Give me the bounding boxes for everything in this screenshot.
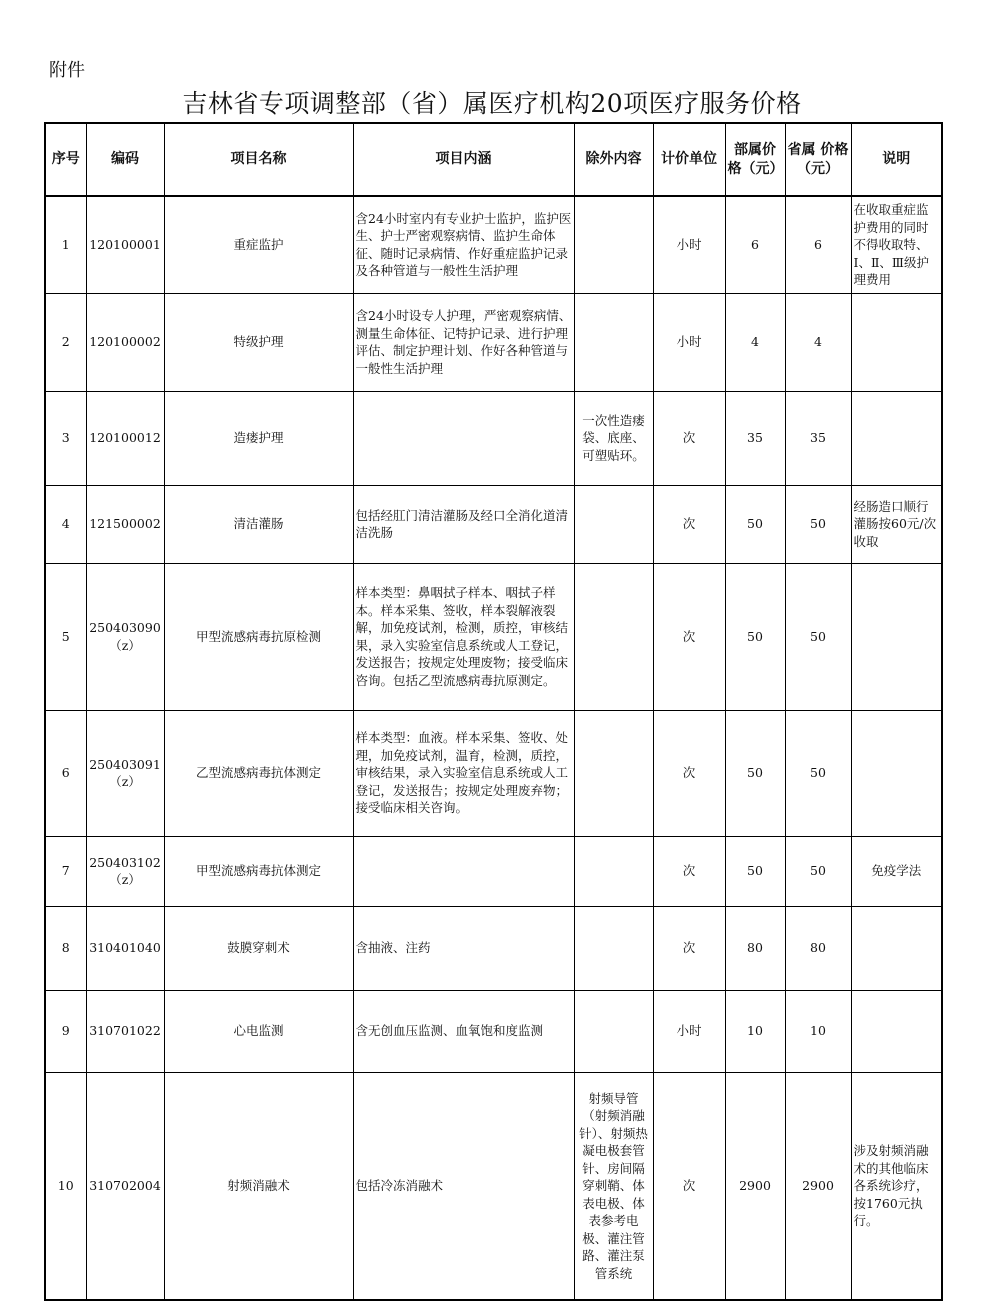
- cell-code: 250403090（z）: [86, 563, 164, 710]
- cell-note: 涉及射频消融术的其他临床各系统诊疗，按1760元执行。: [851, 1072, 942, 1300]
- cell-no: 5: [45, 563, 86, 710]
- column-header: 项目名称: [164, 123, 353, 196]
- cell-exclude: [574, 196, 653, 293]
- cell-name: 甲型流感病毒抗原检测: [164, 563, 353, 710]
- cell-name: 鼓膜穿刺术: [164, 906, 353, 990]
- cell-unit: 次: [653, 563, 725, 710]
- cell-unit: 小时: [653, 293, 725, 391]
- column-header: 说明: [851, 123, 942, 196]
- table-row: [45, 485, 942, 563]
- column-header: 编码: [86, 123, 164, 196]
- attachment-label: 附件: [49, 60, 85, 81]
- cell-price-province: 80: [785, 906, 851, 990]
- cell-code: 310701022: [86, 990, 164, 1072]
- cell-price-ministry: 80: [725, 906, 785, 990]
- cell-no: 10: [45, 1072, 86, 1300]
- cell-exclude: [574, 293, 653, 391]
- cell-note: 在收取重症监护费用的同时不得收取特、Ⅰ、Ⅱ、Ⅲ级护理费用: [851, 196, 942, 293]
- page-title: 吉林省专项调整部（省）属医疗机构20项医疗服务价格: [182, 89, 802, 118]
- table-row: [45, 293, 942, 391]
- cell-code: 250403102（z）: [86, 836, 164, 906]
- table-header-row: [45, 123, 942, 196]
- table-row: [45, 990, 942, 1072]
- cell-content: 含24小时设专人护理，严密观察病情、测量生命体征、记特护记录、进行护理评估、制定护理计划、作好各种管道与一般性生活护理: [353, 293, 574, 391]
- cell-content: [353, 391, 574, 485]
- cell-name: 清洁灌肠: [164, 485, 353, 563]
- cell-code: 121500002: [86, 485, 164, 563]
- cell-price-ministry: 35: [725, 391, 785, 485]
- cell-unit: 次: [653, 485, 725, 563]
- cell-content: 含24小时室内有专业护士监护，监护医生、护士严密观察病情、监护生命体征、随时记录病情、作好重症监护记录及各种管道与一般性生活护理: [353, 196, 574, 293]
- cell-price-ministry: 4: [725, 293, 785, 391]
- cell-price-province: 4: [785, 293, 851, 391]
- table-row: [45, 1072, 942, 1300]
- table-row: [45, 391, 942, 485]
- cell-exclude: [574, 485, 653, 563]
- table-row: [45, 836, 942, 906]
- cell-content: 包括经肛门清洁灌肠及经口全消化道清洁洗肠: [353, 485, 574, 563]
- cell-unit: 次: [653, 1072, 725, 1300]
- cell-name: 特级护理: [164, 293, 353, 391]
- cell-note: [851, 391, 942, 485]
- cell-name: 造瘘护理: [164, 391, 353, 485]
- cell-price-province: 50: [785, 710, 851, 836]
- cell-exclude: [574, 836, 653, 906]
- cell-name: 心电监测: [164, 990, 353, 1072]
- cell-price-ministry: 50: [725, 710, 785, 836]
- cell-content: 样本类型：鼻咽拭子样本、咽拭子样本。样本采集、签收，样本裂解液裂解，加免疫试剂，检测，质控，审核结果，录入实验室信息系统或人工登记，发送报告；按规定处理废物；接受临床咨询。包括乙型流感病毒抗原测定。: [353, 563, 574, 710]
- cell-exclude: [574, 990, 653, 1072]
- cell-note: [851, 293, 942, 391]
- cell-code: 310401040: [86, 906, 164, 990]
- cell-no: 3: [45, 391, 86, 485]
- cell-no: 2: [45, 293, 86, 391]
- cell-price-ministry: 50: [725, 563, 785, 710]
- cell-code: 120100012: [86, 391, 164, 485]
- cell-note: 免疫学法: [851, 836, 942, 906]
- cell-price-ministry: 6: [725, 196, 785, 293]
- cell-name: 乙型流感病毒抗体测定: [164, 710, 353, 836]
- cell-code: 120100002: [86, 293, 164, 391]
- cell-content: 含抽液、注药: [353, 906, 574, 990]
- cell-unit: 次: [653, 710, 725, 836]
- cell-content: [353, 836, 574, 906]
- price-table: [44, 122, 943, 1301]
- cell-no: 4: [45, 485, 86, 563]
- table-row: [45, 563, 942, 710]
- cell-price-province: 50: [785, 485, 851, 563]
- cell-no: 1: [45, 196, 86, 293]
- cell-content: 包括冷冻消融术: [353, 1072, 574, 1300]
- cell-no: 7: [45, 836, 86, 906]
- cell-unit: 小时: [653, 196, 725, 293]
- cell-code: 250403091（z）: [86, 710, 164, 836]
- cell-note: [851, 563, 942, 710]
- cell-content: 样本类型：血液。样本采集、签收、处理，加免疫试剂，温育，检测，质控，审核结果，录入实验室信息系统或人工登记，发送报告；按规定处理废弃物；接受临床相关咨询。: [353, 710, 574, 836]
- cell-exclude: 射频导管（射频消融针）、射频热凝电极套管针、房间隔穿刺鞘、体表电极、体表参考电极、灌注管路、灌注泵管系统: [574, 1072, 653, 1300]
- cell-price-ministry: 50: [725, 485, 785, 563]
- cell-price-ministry: 2900: [725, 1072, 785, 1300]
- cell-unit: 次: [653, 906, 725, 990]
- cell-price-province: 6: [785, 196, 851, 293]
- cell-note: [851, 906, 942, 990]
- cell-price-province: 50: [785, 836, 851, 906]
- cell-code: 310702004: [86, 1072, 164, 1300]
- cell-no: 8: [45, 906, 86, 990]
- cell-name: 重症监护: [164, 196, 353, 293]
- column-header: 项目内涵: [353, 123, 574, 196]
- cell-name: 射频消融术: [164, 1072, 353, 1300]
- cell-exclude: [574, 906, 653, 990]
- column-header: 省属 价格（元）: [785, 123, 851, 196]
- cell-name: 甲型流感病毒抗体测定: [164, 836, 353, 906]
- cell-price-ministry: 10: [725, 990, 785, 1072]
- column-header: 部属价格（元）: [725, 123, 785, 196]
- cell-price-province: 50: [785, 563, 851, 710]
- cell-content: 含无创血压监测、血氧饱和度监测: [353, 990, 574, 1072]
- cell-exclude: 一次性造瘘袋、底座、可塑贴环。: [574, 391, 653, 485]
- column-header: 序号: [45, 123, 86, 196]
- cell-note: [851, 990, 942, 1072]
- cell-price-province: 2900: [785, 1072, 851, 1300]
- cell-price-province: 10: [785, 990, 851, 1072]
- cell-no: 9: [45, 990, 86, 1072]
- cell-code: 120100001: [86, 196, 164, 293]
- column-header: 除外内容: [574, 123, 653, 196]
- table-row: [45, 710, 942, 836]
- cell-no: 6: [45, 710, 86, 836]
- cell-unit: 小时: [653, 990, 725, 1072]
- cell-note: 经肠造口顺行灌肠按60元/次收取: [851, 485, 942, 563]
- cell-exclude: [574, 563, 653, 710]
- table-row: [45, 196, 942, 293]
- column-header: 计价单位: [653, 123, 725, 196]
- cell-note: [851, 710, 942, 836]
- cell-exclude: [574, 710, 653, 836]
- cell-price-province: 35: [785, 391, 851, 485]
- cell-price-ministry: 50: [725, 836, 785, 906]
- cell-unit: 次: [653, 836, 725, 906]
- table-row: [45, 906, 942, 990]
- cell-unit: 次: [653, 391, 725, 485]
